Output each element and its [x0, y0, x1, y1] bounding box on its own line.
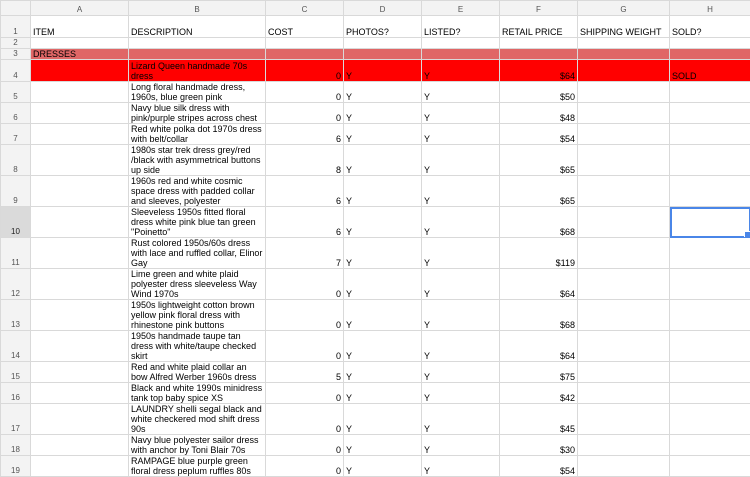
description-cell[interactable]: 1950s handmade taupe tan dress with white/taupe checked skirt [129, 331, 266, 362]
retail-price-cell[interactable]: $119 [500, 238, 578, 269]
column-header-b[interactable]: B [129, 1, 266, 16]
row-number[interactable]: 10 [1, 207, 31, 238]
retail-price-cell[interactable]: $48 [500, 103, 578, 124]
listed-cell[interactable]: Y [422, 238, 500, 269]
table-row [1, 60, 750, 82]
listed-cell[interactable]: Y [422, 362, 500, 383]
description-cell[interactable]: Lime green and white plaid polyester dress sleeveless Way Wind 1970s [129, 269, 266, 300]
header-cost-cell[interactable]: COST [266, 16, 344, 38]
cell[interactable] [578, 49, 670, 60]
header-retail-price-cell[interactable]: RETAIL PRICE [500, 16, 578, 38]
item-rows [1, 60, 750, 477]
row-number[interactable]: 12 [1, 269, 31, 300]
shipping-weight-cell[interactable] [578, 362, 670, 383]
header-listed-cell[interactable]: LISTED? [422, 16, 500, 38]
header-photos-cell[interactable]: PHOTOS? [344, 16, 422, 38]
retail-price-cell[interactable]: $30 [500, 435, 578, 456]
row-number[interactable]: 6 [1, 103, 31, 124]
item-cell[interactable] [31, 456, 129, 477]
retail-price-cell[interactable]: $64 [500, 60, 578, 82]
listed-cell[interactable]: Y [422, 103, 500, 124]
retail-price-cell[interactable]: $42 [500, 383, 578, 404]
cell[interactable] [422, 49, 500, 60]
shipping-weight-cell[interactable] [578, 269, 670, 300]
listed-cell[interactable]: Y [422, 300, 500, 331]
sold-cell[interactable] [670, 124, 750, 145]
section-label-cell[interactable]: DRESSES [31, 49, 129, 60]
photos-cell[interactable]: Y [344, 60, 422, 82]
sold-cell[interactable] [670, 383, 750, 404]
photos-cell[interactable]: Y [344, 300, 422, 331]
description-cell[interactable]: Navy blue silk dress with pink/purple stripes across chest [129, 103, 266, 124]
cost-cell[interactable]: 6 [266, 207, 344, 238]
listed-cell[interactable]: Y [422, 383, 500, 404]
sold-cell[interactable]: SOLD [670, 60, 750, 82]
cell[interactable] [266, 49, 344, 60]
item-cell[interactable] [31, 331, 129, 362]
shipping-weight-cell[interactable] [578, 435, 670, 456]
sold-cell[interactable] [670, 238, 750, 269]
item-cell[interactable] [31, 404, 129, 435]
photos-cell[interactable]: Y [344, 331, 422, 362]
listed-cell[interactable]: Y [422, 331, 500, 362]
listed-cell[interactable]: Y [422, 269, 500, 300]
table-row [1, 238, 750, 269]
description-cell[interactable]: 1980s star trek dress grey/red /black with asymmetrical buttons up side [129, 145, 266, 176]
row-number[interactable]: 17 [1, 404, 31, 435]
photos-cell[interactable]: Y [344, 383, 422, 404]
shipping-weight-cell[interactable] [578, 124, 670, 145]
cost-cell[interactable]: 0 [266, 435, 344, 456]
table-row [1, 82, 750, 103]
row-number[interactable]: 7 [1, 124, 31, 145]
item-cell[interactable] [31, 145, 129, 176]
cost-cell[interactable]: 6 [266, 124, 344, 145]
cost-cell[interactable]: 0 [266, 269, 344, 300]
item-cell[interactable] [31, 60, 129, 82]
shipping-weight-cell[interactable] [578, 60, 670, 82]
photos-cell[interactable]: Y [344, 404, 422, 435]
item-cell[interactable] [31, 435, 129, 456]
column-header-row [1, 1, 750, 16]
cell[interactable] [344, 49, 422, 60]
description-cell[interactable]: RAMPAGE blue purple green floral dress peplum ruffles 80s [129, 456, 266, 477]
listed-cell[interactable]: Y [422, 145, 500, 176]
cost-cell[interactable]: 0 [266, 300, 344, 331]
active-cell[interactable] [670, 207, 750, 238]
cost-cell[interactable]: 7 [266, 238, 344, 269]
table-row [1, 456, 750, 477]
retail-price-cell[interactable]: $75 [500, 362, 578, 383]
description-cell[interactable]: LAUNDRY shelli segal black and white checkered mod shift dress 90s [129, 404, 266, 435]
description-cell[interactable]: Long floral handmade dress, 1960s, blue green pink [129, 82, 266, 103]
description-cell[interactable]: 1960s red and white cosmic space dress with padded collar and sleeves, polyester [129, 176, 266, 207]
retail-price-cell[interactable]: $68 [500, 207, 578, 238]
photos-cell[interactable]: Y [344, 207, 422, 238]
cell[interactable] [422, 38, 500, 49]
table-row [1, 103, 750, 124]
cost-cell[interactable]: 0 [266, 404, 344, 435]
photos-cell[interactable]: Y [344, 124, 422, 145]
table-row [1, 435, 750, 456]
cell[interactable] [670, 38, 750, 49]
row-number[interactable]: 2 [1, 38, 31, 49]
row-number[interactable]: 16 [1, 383, 31, 404]
photos-cell[interactable]: Y [344, 362, 422, 383]
select-all-corner[interactable] [1, 1, 31, 16]
cost-cell[interactable]: 0 [266, 331, 344, 362]
cell[interactable] [500, 49, 578, 60]
cost-cell[interactable]: 0 [266, 456, 344, 477]
column-header-c[interactable]: C [266, 1, 344, 16]
description-cell[interactable]: 1950s lightweight cotton brown yellow pink floral dress with rhinestone pink buttons [129, 300, 266, 331]
photos-cell[interactable]: Y [344, 238, 422, 269]
header-description-cell[interactable]: DESCRIPTION [129, 16, 266, 38]
header-shipping-weight-cell[interactable]: SHIPPING WEIGHT [578, 16, 670, 38]
shipping-weight-cell[interactable] [578, 331, 670, 362]
description-cell[interactable]: Sleeveless 1950s fitted floral dress white pink blue tan green "Poinetto" [129, 207, 266, 238]
row-number[interactable]: 5 [1, 82, 31, 103]
retail-price-cell[interactable]: $65 [500, 176, 578, 207]
retail-price-cell[interactable]: $64 [500, 331, 578, 362]
description-cell[interactable]: Lizard Queen handmade 70s dress [129, 60, 266, 82]
sold-cell[interactable] [670, 103, 750, 124]
shipping-weight-cell[interactable] [578, 300, 670, 331]
table-row [1, 331, 750, 362]
table-row [1, 404, 750, 435]
photos-cell[interactable]: Y [344, 456, 422, 477]
retail-price-cell[interactable]: $68 [500, 300, 578, 331]
item-cell[interactable] [31, 383, 129, 404]
column-header-f[interactable]: F [500, 1, 578, 16]
shipping-weight-cell[interactable] [578, 176, 670, 207]
listed-cell[interactable]: Y [422, 435, 500, 456]
photos-cell[interactable]: Y [344, 145, 422, 176]
cost-cell[interactable]: 6 [266, 176, 344, 207]
header-row [1, 16, 750, 38]
retail-price-cell[interactable]: $65 [500, 145, 578, 176]
column-header-d[interactable]: D [344, 1, 422, 16]
cell[interactable] [344, 38, 422, 49]
listed-cell[interactable]: Y [422, 456, 500, 477]
row-number[interactable]: 11 [1, 238, 31, 269]
row-number[interactable]: 19 [1, 456, 31, 477]
header-sold-cell[interactable]: SOLD? [670, 16, 750, 38]
table-row [1, 176, 750, 207]
table-row [1, 207, 750, 238]
shipping-weight-cell[interactable] [578, 82, 670, 103]
row-number[interactable]: 3 [1, 49, 31, 60]
row-number[interactable]: 9 [1, 176, 31, 207]
item-cell[interactable] [31, 82, 129, 103]
cost-cell[interactable]: 0 [266, 383, 344, 404]
retail-price-cell[interactable]: $45 [500, 404, 578, 435]
item-cell[interactable] [31, 207, 129, 238]
cell[interactable] [500, 38, 578, 49]
description-cell[interactable]: Rust colored 1950s/60s dress with lace and ruffled collar, Elinor Gay [129, 238, 266, 269]
shipping-weight-cell[interactable] [578, 404, 670, 435]
cell[interactable] [129, 49, 266, 60]
photos-cell[interactable]: Y [344, 82, 422, 103]
item-cell[interactable] [31, 269, 129, 300]
shipping-weight-cell[interactable] [578, 238, 670, 269]
item-cell[interactable] [31, 362, 129, 383]
row-number[interactable]: 8 [1, 145, 31, 176]
retail-price-cell[interactable]: $64 [500, 269, 578, 300]
item-cell[interactable] [31, 300, 129, 331]
table-row [1, 269, 750, 300]
description-cell[interactable]: Navy blue polyester sailor dress with anchor by Toni Blair 70s [129, 435, 266, 456]
item-cell[interactable] [31, 176, 129, 207]
retail-price-cell[interactable]: $54 [500, 456, 578, 477]
cost-cell[interactable]: 0 [266, 82, 344, 103]
cost-cell[interactable]: 8 [266, 145, 344, 176]
row-number[interactable]: 15 [1, 362, 31, 383]
column-header-e[interactable]: E [422, 1, 500, 16]
description-cell[interactable]: Black and white 1990s minidress tank top baby spice XS [129, 383, 266, 404]
sold-cell[interactable] [670, 176, 750, 207]
listed-cell[interactable]: Y [422, 207, 500, 238]
shipping-weight-cell[interactable] [578, 383, 670, 404]
photos-cell[interactable]: Y [344, 269, 422, 300]
section-row [1, 49, 750, 60]
table-row [1, 145, 750, 176]
listed-cell[interactable]: Y [422, 176, 500, 207]
row-number[interactable]: 18 [1, 435, 31, 456]
header-item-cell[interactable]: ITEM [31, 16, 129, 38]
cost-cell[interactable]: 0 [266, 60, 344, 82]
sold-cell[interactable] [670, 404, 750, 435]
listed-cell[interactable]: Y [422, 82, 500, 103]
sold-cell[interactable] [670, 300, 750, 331]
cost-cell[interactable]: 0 [266, 103, 344, 124]
cost-cell[interactable]: 5 [266, 362, 344, 383]
listed-cell[interactable]: Y [422, 124, 500, 145]
sold-cell[interactable] [670, 456, 750, 477]
listed-cell[interactable]: Y [422, 404, 500, 435]
shipping-weight-cell[interactable] [578, 103, 670, 124]
item-cell[interactable] [31, 238, 129, 269]
table-row [1, 124, 750, 145]
sold-cell[interactable] [670, 82, 750, 103]
column-header-g[interactable]: G [578, 1, 670, 16]
column-header-h[interactable]: H [670, 1, 750, 16]
row-number[interactable]: 13 [1, 300, 31, 331]
sold-cell[interactable] [670, 362, 750, 383]
row-number[interactable]: 1 [1, 16, 31, 38]
column-header-a[interactable]: A [31, 1, 129, 16]
row-number[interactable]: 4 [1, 60, 31, 82]
item-cell[interactable] [31, 124, 129, 145]
sold-cell[interactable] [670, 269, 750, 300]
shipping-weight-cell[interactable] [578, 145, 670, 176]
cell[interactable] [578, 38, 670, 49]
sold-cell[interactable] [670, 435, 750, 456]
photos-cell[interactable]: Y [344, 435, 422, 456]
table-row [1, 383, 750, 404]
cell[interactable] [129, 38, 266, 49]
sold-cell[interactable] [670, 331, 750, 362]
cell[interactable] [31, 38, 129, 49]
photos-cell[interactable]: Y [344, 103, 422, 124]
table-row [1, 362, 750, 383]
cell[interactable] [266, 38, 344, 49]
retail-price-cell[interactable]: $50 [500, 82, 578, 103]
fill-handle[interactable] [744, 231, 750, 238]
item-cell[interactable] [31, 103, 129, 124]
description-cell[interactable]: Red white polka dot 1970s dress with belt/collar [129, 124, 266, 145]
row-number[interactable]: 14 [1, 331, 31, 362]
empty-row [1, 38, 750, 49]
retail-price-cell[interactable]: $54 [500, 124, 578, 145]
photos-cell[interactable]: Y [344, 176, 422, 207]
listed-cell[interactable]: Y [422, 60, 500, 82]
cell[interactable] [670, 49, 750, 60]
description-cell[interactable]: Red and white plaid collar an bow Alfred Werber 1960s dress [129, 362, 266, 383]
table-row [1, 300, 750, 331]
shipping-weight-cell[interactable] [578, 456, 670, 477]
sold-cell[interactable] [670, 145, 750, 176]
shipping-weight-cell[interactable] [578, 207, 670, 238]
